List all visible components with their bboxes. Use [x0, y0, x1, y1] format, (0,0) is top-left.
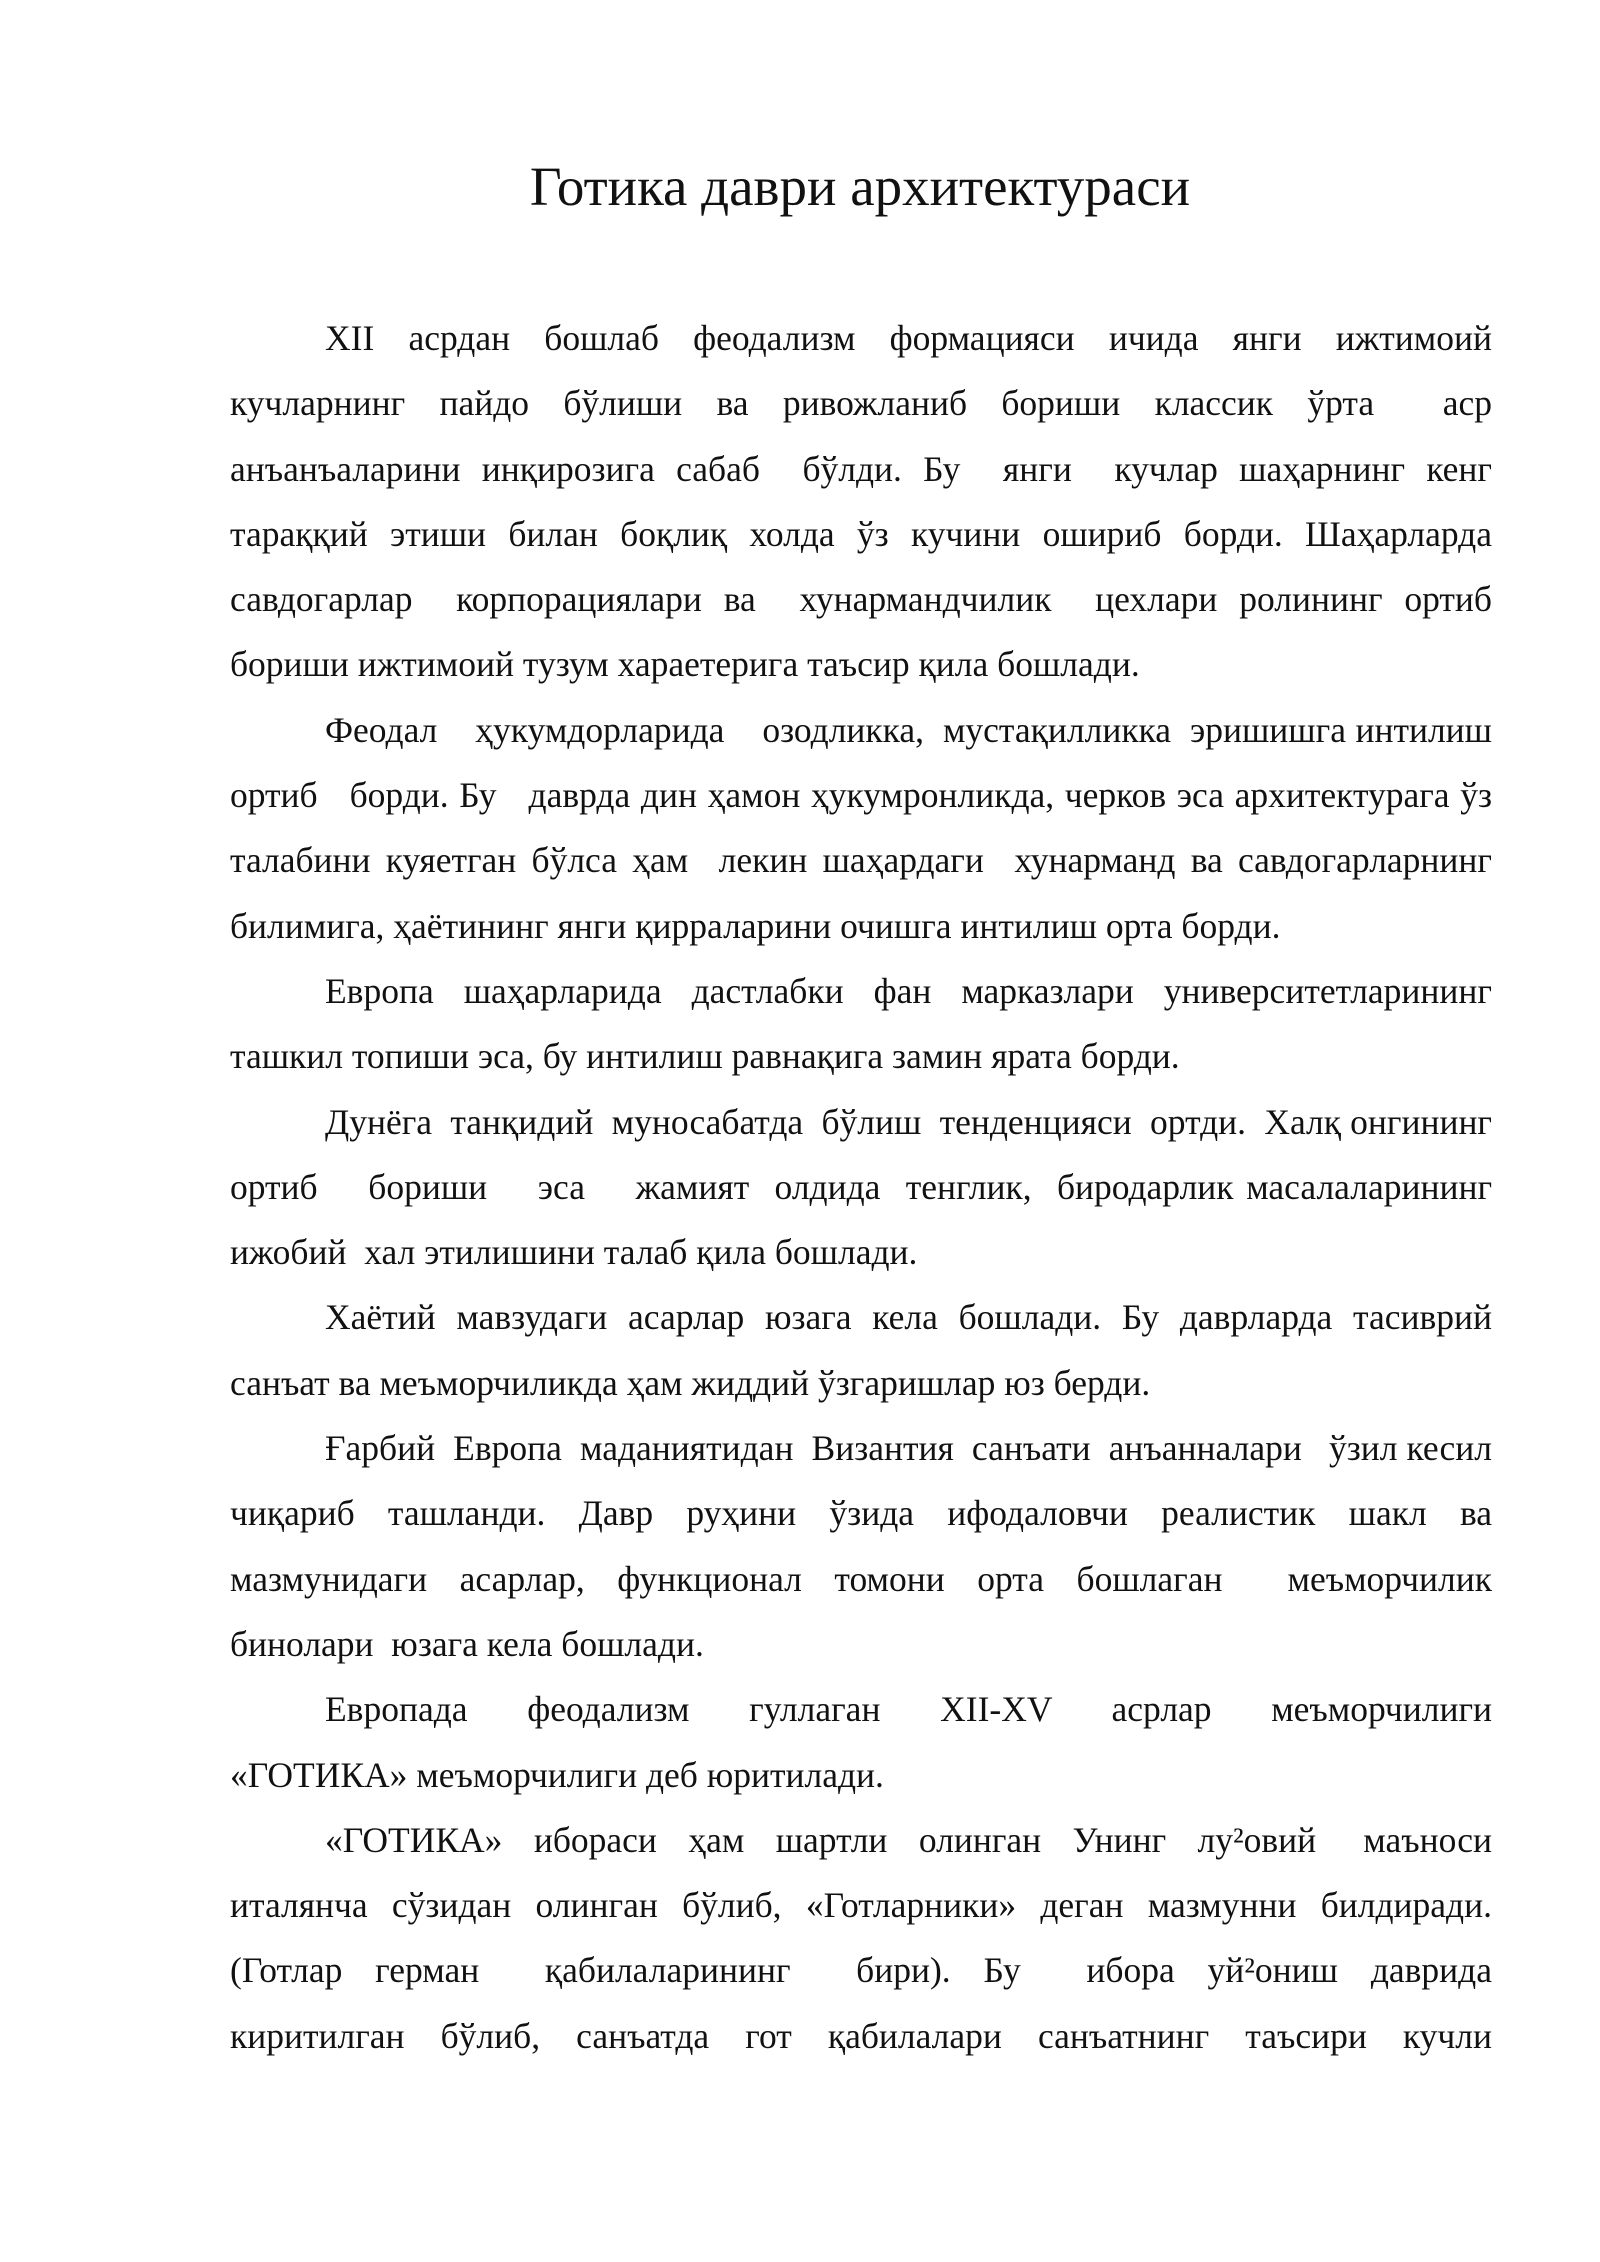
- paragraph: Дунёга танқидий муносабатда бўлиш тенденцияси ортди. Халқ онгининг ортиб бориши эса жамият олдида тенглик, биродарлик масалаларининг ижобий хал этилишини талаб қила бошлади.: [230, 1101, 1510, 1273]
- paragraph: Феодал ҳукумдорларида озодликка, мустақилликка эришишга интилиш ортиб борди. Бу даврда дин ҳамон ҳукумронликда, черков эса архитектурага ўз талабини куяетган бўлса ҳам лекин шаҳардаги хунарманд ва савдогарларнинг билимига, ҳаётининг янги қирраларини очишга интилиш орта борди.: [230, 709, 1519, 946]
- document-body: [230, 306, 1519, 2069]
- paragraph-last: «ГОТИКА» ибораси ҳам шартли олинган Унинг лу²овий маъноси италянча сўзидан олинган бўлиб, «Готларники» деган мазмунни билдиради. (Готлар герман қабилаларининг бири). Бу ибора уй²ониш даврида киритилган бўлиб, санъатда гот қабилалари санъатнинг таъсири кучли: [230, 1819, 1501, 2056]
- paragraph: Ғарбий Европа маданиятидан Византия санъати анъанналари ўзил кесил чиқариб ташланди. Давр руҳини ўзида ифодаловчи реалистик шакл ва мазмунидаги асарлар, функционал томони орта бошлаган меъморчилик бинолари юзага кела бошлади.: [230, 1428, 1510, 1664]
- paragraph: Европада феодализм гуллаган XII-XV асрлар меъморчилиги «ГОТИКА» меъморчилиги деб юритилади.: [230, 1689, 1501, 1795]
- paragraph: Европа шаҳарларида дастлабки фан марказлари университетларининг ташкил топиши эса, бу интилиш равнақига замин ярата борди.: [230, 970, 1501, 1077]
- document-title: Готика даври архитектураси: [529, 156, 1191, 217]
- paragraph: XII асрдан бошлаб феодализм формацияси ичида янги ижтимоий кучларнинг пайдо бўлиши ва ривожланиб бориши классик ўрта аср анъанъаларини инқирозига сабаб бўлди. Бу янги кучлар шаҳарнинг кенг тараққий этиши билан боқлиқ холда ўз кучини ошириб борди. Шаҳарларда савдогарлар корпорациялари ва хунармандчилик цехлари ролининг ортиб бориши ижтимоий тузум хараетерига таъсир қила бошлади.: [230, 318, 1501, 685]
- paragraph: Хаётий мавзудаги асарлар юзага кела бошлади. Бу даврларда тасиврий санъат ва меъморчиликда ҳам жиддий ўзгаришлар юз берди.: [230, 1297, 1501, 1403]
